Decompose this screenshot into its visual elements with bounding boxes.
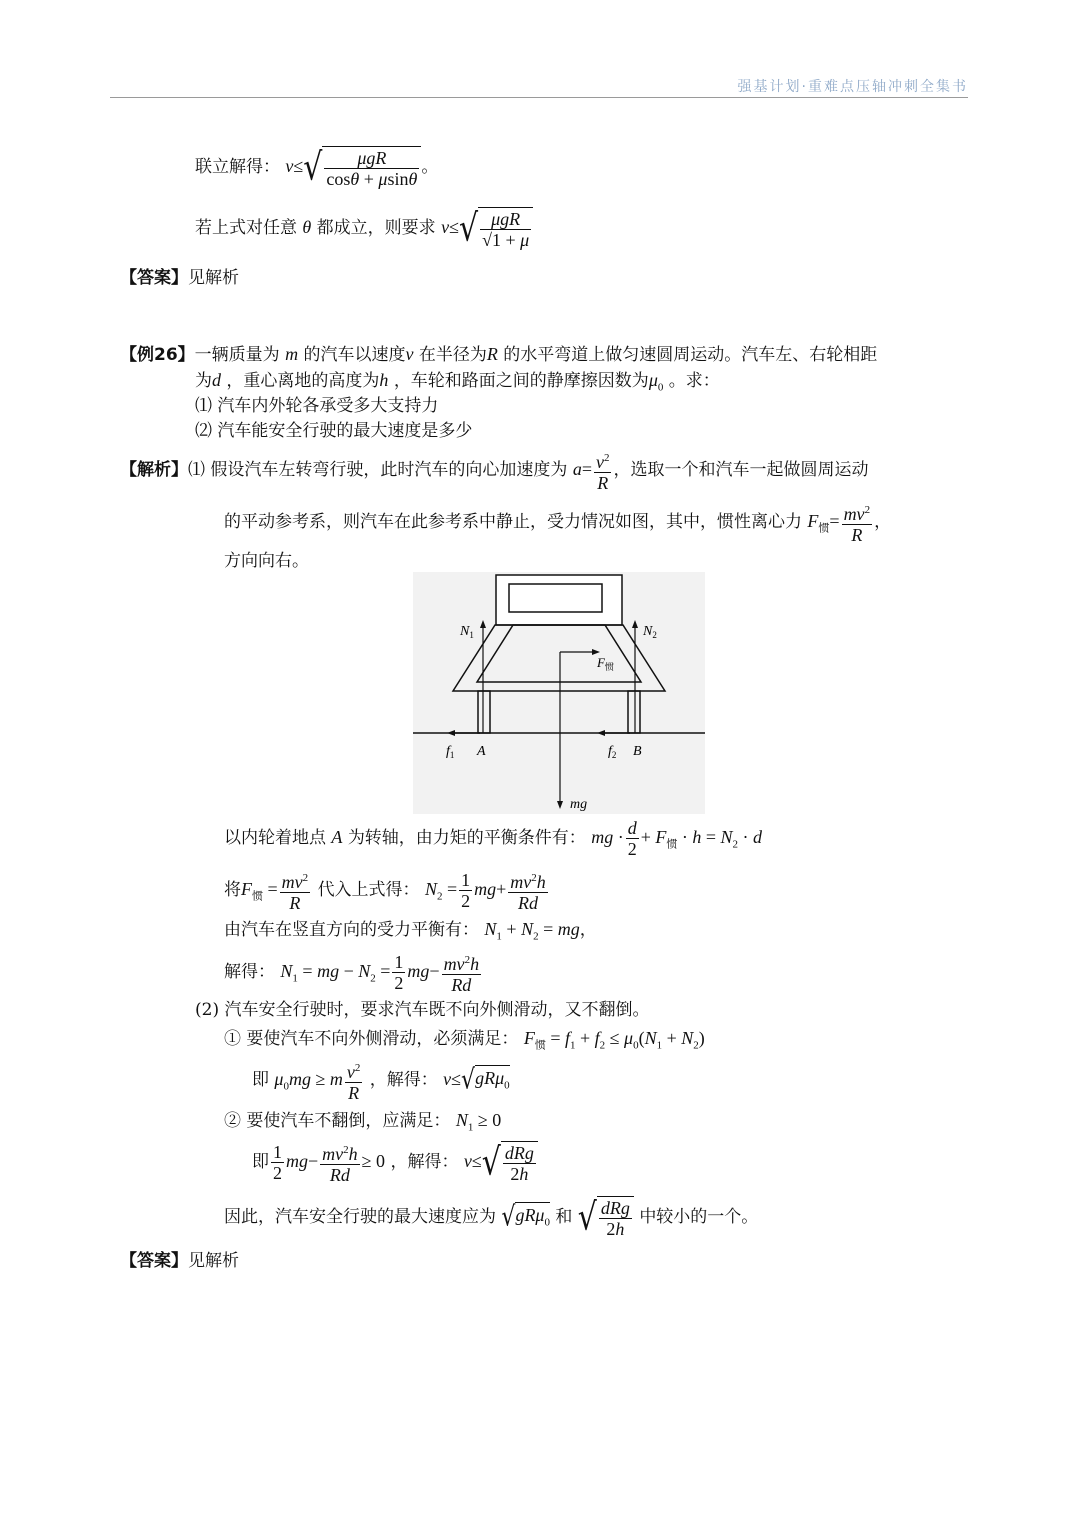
example-line-1: 【例26】一辆质量为 m 的汽车以速度v 在半径为R 的水平弯道上做匀速圆周运动。汽车左、右轮相距 bbox=[120, 344, 878, 365]
moment-equation: 以内轮着地点 A 为转轴，由力矩的平衡条件有： mg · $\frac{d}{2}$ + $F_惯 \cdot h = N_2 \cdot d$ bbox=[224, 818, 763, 859]
solution-line-3: 方向向右。 bbox=[224, 551, 309, 571]
solution-line-2: 的平动参考系，则汽车在此参考系中静止，受力情况如图，其中，惯性离心力 $F_惯=$ $\frac{mv^2}{R}$ ， bbox=[224, 500, 891, 545]
label-n1: $N_1$ bbox=[460, 624, 474, 640]
label-b: B bbox=[633, 744, 642, 759]
prev-solution-line-1: 联立解得： v≤√ $\frac{\text{μgR}}{\cos\theta + \mu\sin\theta}$ 。 bbox=[195, 145, 439, 189]
prev-solution-line-2: 若上式对任意 θ 都成立，则要求 v≤√ $\frac{\text{μgR}}{√1 + \mu}$ bbox=[195, 207, 533, 250]
solution-line-1: 【解析】⑴ 假设汽车左转弯行驶，此时汽车的向心加速度为 a= $\frac{v^2}{R}$ ，选取一个和汽车一起做圆周运动 bbox=[120, 448, 868, 493]
condition-1: ① 要使汽车不向外侧滑动，必须满足： $F_惯 = f_1 + f_2 \le \mu_0(N_1 + N_2)$ bbox=[224, 1028, 705, 1052]
label-mg: mg bbox=[570, 797, 588, 812]
car-force-diagram bbox=[413, 572, 705, 814]
condition-2-result: 即 $\frac{1}{2}$ mg− $\frac{mv^2h}{Rd}$ ≥ 0 ，解得： v≤√ $\frac{\text{dRg}}{2h}$ bbox=[252, 1140, 538, 1185]
vertical-balance: 由汽车在竖直方向的受力平衡有： $N_1 + N_2$ = mg， bbox=[224, 919, 597, 943]
part-2-intro: (2) 汽车安全行驶时，要求汽车既不向外侧滑动，又不翻倒。 bbox=[195, 1000, 650, 1020]
label-f-inertia: $F_惯$ bbox=[597, 655, 614, 672]
label-n2: $N_2$ bbox=[643, 624, 657, 640]
header-rule bbox=[110, 97, 968, 98]
n1-solution: 解得： $N_1$ = mg − $N_2$ = $\frac{1}{2}$ mg− $\frac{mv^2h}{Rd}$ bbox=[224, 952, 480, 995]
substitution-equation: 将$F_惯$ = $\frac{mv^2}{R}$ 代入上式得： $N_2$ = $\frac{1}{2}$ mg+ $\frac{mv^2h}{Rd}$ bbox=[224, 870, 546, 913]
question-1: ⑴ 汽车内外轮各承受多大支持力 bbox=[195, 396, 439, 416]
solution-answer: 【答案】见解析 bbox=[120, 1251, 239, 1271]
prev-answer: 【答案】见解析 bbox=[120, 268, 239, 288]
label-a: A bbox=[477, 744, 486, 759]
car-window bbox=[509, 584, 602, 612]
label-f1: $f_1$ bbox=[446, 744, 455, 760]
example-line-2: 为d ，重心离地的高度为h ，车轮和路面之间的静摩擦因数为$\mu_0$ 。求： bbox=[195, 370, 720, 394]
conclusion: 因此，汽车安全行驶的最大速度应为 √gRμ$_0$ 和 √ $\frac{\text{dRg}}{2h}$ 中较小的一个。 bbox=[224, 1195, 759, 1239]
page-header-title: 强基计划·重难点压轴冲刺全集书 bbox=[737, 79, 968, 95]
condition-2: ② 要使汽车不翻倒，应满足： $N_1 \ge 0$ bbox=[224, 1110, 502, 1134]
condition-1-result: 即 $\mu_0mg \ge m$ $\frac{v^2}{R}$ ，解得： v≤√gRμ$_0$ bbox=[252, 1058, 510, 1103]
label-f2: $f_2$ bbox=[608, 744, 617, 760]
question-2: ⑵ 汽车能安全行驶的最大速度是多少 bbox=[195, 421, 473, 441]
